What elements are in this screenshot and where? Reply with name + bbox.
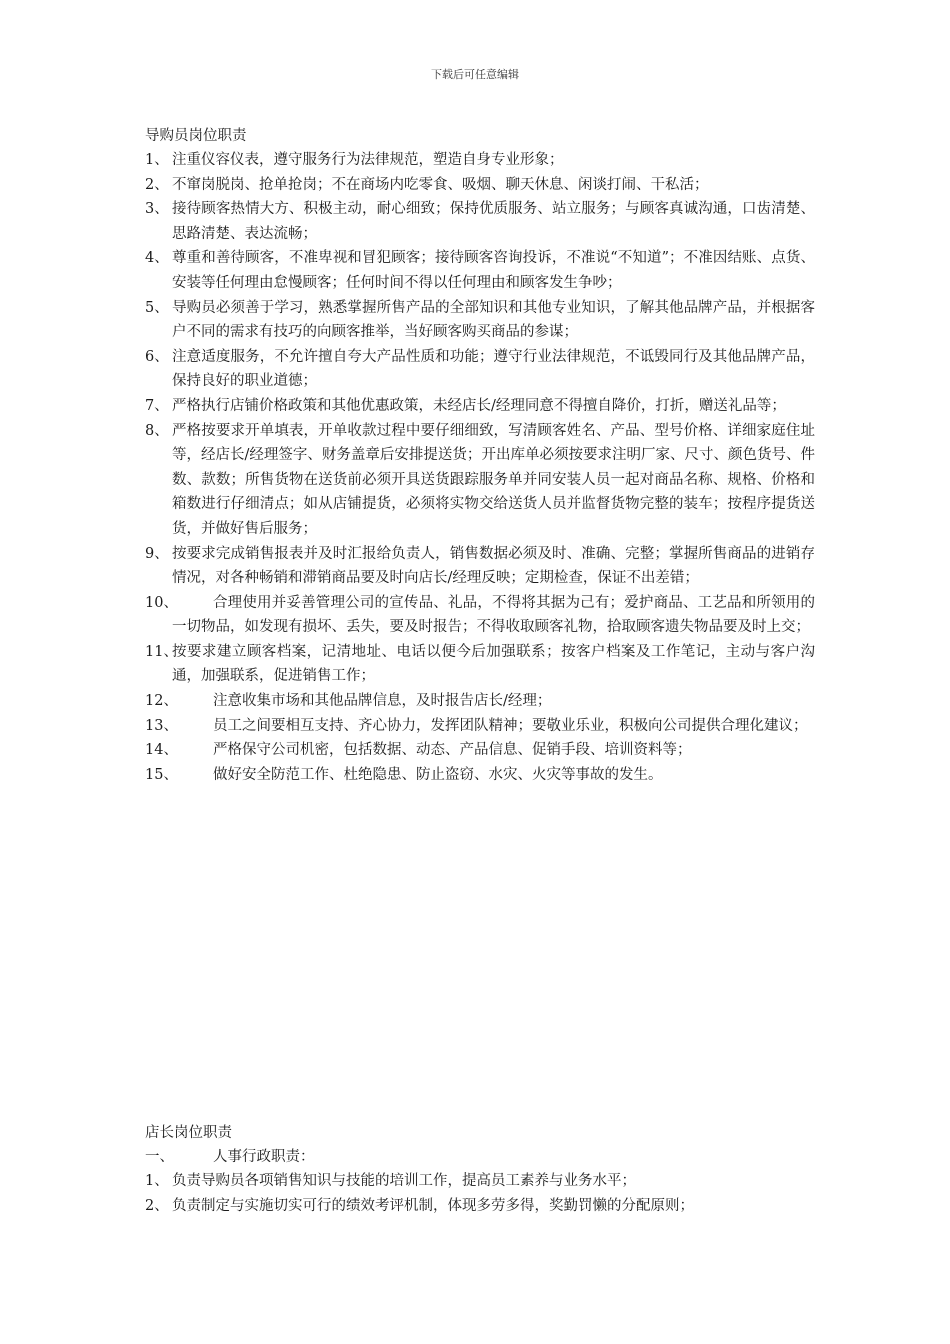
list-item [145,1169,815,1194]
page-header: 下载后可任意编辑 [431,68,519,81]
item-text: 不窜岗脱岗、抢单抢岗；不在商场内吃零食、吸烟、聊天休息、闲谈打闹、干私活； [172,176,709,193]
item-text: 负责制定与实施切实可行的绩效考评机制，体现多劳多得，奖勤罚懒的分配原则； [172,1197,694,1214]
subhead-text: 人事行政职责： [213,1149,315,1165]
item-number: 3、 [145,201,169,218]
item-number: 5、 [145,299,169,316]
list-item [145,738,815,763]
list-item [145,345,815,394]
subhead-number: 一、 [145,1149,174,1165]
item-number: 12、 [145,693,178,710]
item-text: 严格保守公司机密，包括数据、动态、产品信息、促销手段、培训资料等； [213,742,692,759]
shopping-guide-duties-list [145,148,815,787]
item-number: 9、 [145,545,169,562]
item-text: 合理使用并妥善管理公司的宣传品、礼品，不得将其据为己有；爱护商品、工艺品和所领用的一切物品，如发现有损坏、丢失，要及时报告；不得收取顾客礼物，拾取顾客遗失物品要及时上交； [172,594,815,636]
item-number: 13、 [145,717,178,734]
list-item [145,197,815,246]
item-text: 按要求完成销售报表并及时汇报给负责人，销售数据必须及时、准确、完整；掌握所售商品的进销存情况，对各种畅销和滞销商品要及时向店长/经理反映；定期检查，保证不出差错； [172,545,815,587]
item-number: 10、 [145,594,178,611]
list-item [145,419,815,542]
list-item [145,1194,815,1219]
item-text: 做好安全防范工作、杜绝隐患、防止盗窃、水灾、火灾等事故的发生。 [213,766,663,783]
list-item [145,591,815,640]
item-text: 严格执行店铺价格政策和其他优惠政策，未经店长/经理同意不得擅自降价，打折，赠送礼品等； [172,397,786,414]
item-number: 4、 [145,250,169,267]
item-number: 8、 [145,422,169,439]
item-text: 导购员必须善于学习，熟悉掌握所售产品的全部知识和其他专业知识，了解其他品牌产品，并根据客户不同的需求有技巧的向顾客推举，当好顾客购买商品的参谋； [172,299,815,341]
item-text: 接待顾客热情大方、积极主动，耐心细致；保持优质服务、站立服务；与顾客真诚沟通，口齿清楚、思路清楚、表达流畅； [172,201,815,242]
list-item [145,689,815,714]
item-number: 1、 [145,152,169,168]
section-title-store-manager: 店长岗位职责 [145,1125,232,1141]
item-text: 尊重和善待顾客，不准卑视和冒犯顾客；接待顾客咨询投诉，不准说“不知道”；不准因结账、点货、安装等任何理由怠慢顾客；任何时间不得以任何理由和顾客发生争吵； [172,250,815,291]
list-item [145,173,815,198]
list-item [145,296,815,345]
list-item [145,394,815,419]
item-text: 注重仪容仪表，遵守服务行为法律规范，塑造自身专业形象； [172,152,564,168]
item-text: 按要求建立顾客档案，记清地址、电话以便今后加强联系；按客户档案及工作笔记，主动与客户沟通，加强联系，促进销售工作； [172,643,815,685]
item-text: 员工之间要相互支持、齐心协力，发挥团队精神；要敬业乐业，积极向公司提供合理化建议； [213,717,808,734]
list-item [145,148,815,173]
store-manager-subhead [145,1145,315,1170]
item-number: 11、 [145,643,178,660]
item-text: 注意收集市场和其他品牌信息，及时报告店长/经理； [213,693,552,710]
list-item [145,246,815,295]
item-number: 15、 [145,766,178,783]
item-number: 2、 [145,176,169,193]
item-number: 2、 [145,1197,169,1214]
list-item [145,763,815,788]
item-number: 6、 [145,348,169,365]
item-number: 7、 [145,397,169,414]
item-number: 1、 [145,1173,169,1189]
section-title-shopping-guide: 导购员岗位职责 [145,128,247,144]
list-item [145,542,815,591]
item-text: 注意适度服务，不允许擅自夸大产品性质和功能；遵守行业法律规范，不诋毁同行及其他品牌产品，保持良好的职业道德； [172,348,815,390]
list-item [145,714,815,739]
store-manager-duties-list [145,1169,815,1218]
item-text: 严格按要求开单填表，开单收款过程中要仔细细致，写清顾客姓名、产品、型号价格、详细家庭住址等，经店长/经理签字、财务盖章后安排提送货；开出库单必须按要求注明厂家、尺寸、颜色货号、件数、款数；所售货物在送货前必须开具送货跟踪服务单并同安装人员一起对商品名称、规格、价格和箱数进行仔细清点；如从店铺提货，必须将实物交给送货人员并监督货物完整的装车；按程序提货送货，并做好售后服务； [172,422,815,537]
item-number: 14、 [145,742,178,759]
list-item [145,640,815,689]
item-text: 负责导购员各项销售知识与技能的培训工作，提高员工素养与业务水平； [172,1173,636,1189]
